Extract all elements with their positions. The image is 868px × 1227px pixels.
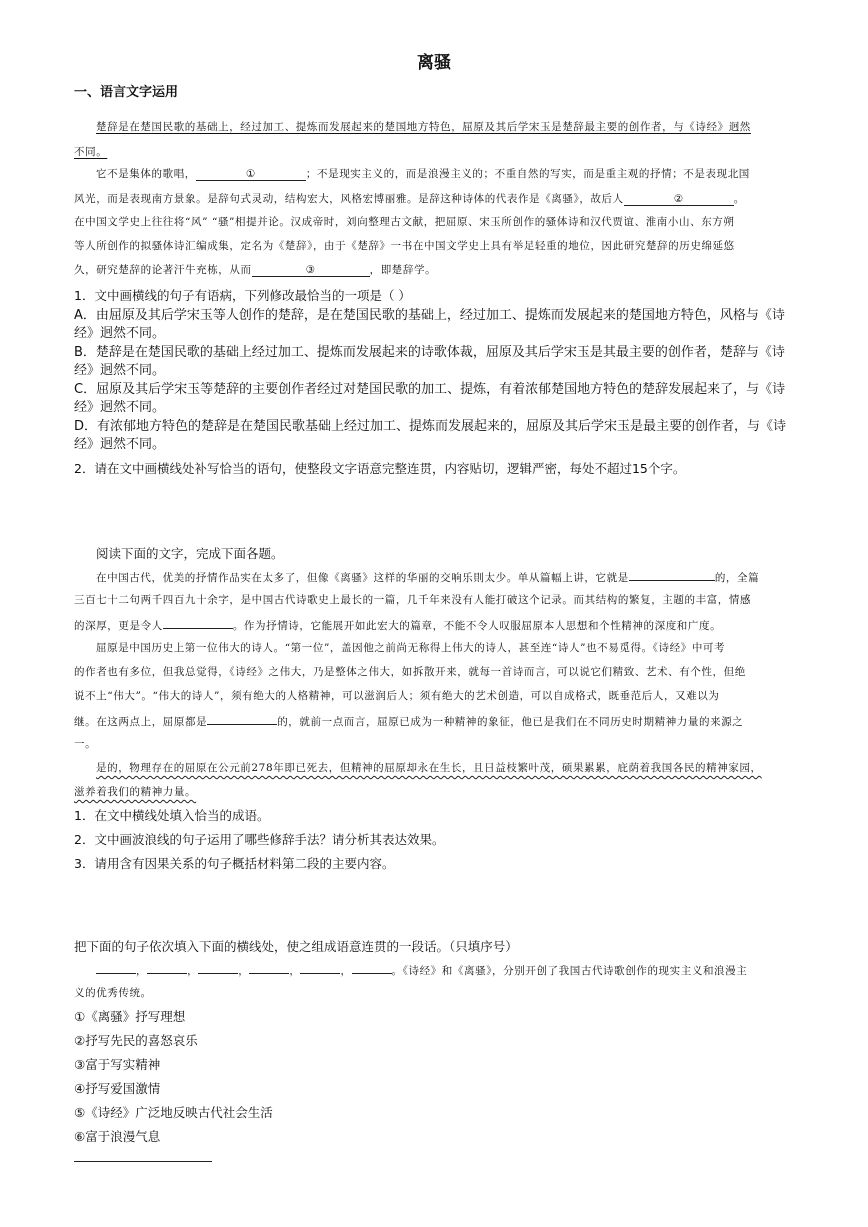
option-b: B．楚辞是在楚国民歌的基础上经过加工、提炼而发展起来的诗歌体裁，屈原及其后学宋玉是其最主要的创作者，楚辞与《诗经》迥然不同。 xyxy=(74,345,785,378)
text: 在中国古代，优美的抒情作品实在太多了，但像《离骚》这样的华丽的交响乐則太少。单从篇幅上讲，它就是 xyxy=(96,572,629,584)
text: 的，就前一点而言，屈原已成为一种精神的象征，他已是我们在不同历史时期精神力量的来源之 xyxy=(277,716,744,728)
passage2-line: 三百七十二句两千四百九十余字，是中国古代诗歌史上最长的一篇，几千年来没有人能打破这个记录。而其结构的繁复，主题的丰富，情感 xyxy=(74,594,752,606)
blank-idiom-3 xyxy=(207,712,277,725)
comma: ， xyxy=(340,965,352,977)
option-d: D．有浓郁地方特色的楚辞是在楚国民歌基础上经过加工、提炼而发展起来的，屈原及其后学宋玉是最主要的创作者，与《诗经》迥然不同。 xyxy=(74,419,787,452)
text: 继。在这两点上，屈原都是 xyxy=(74,716,208,728)
wavy-underlined-sentence-end: 滋养着我们的精神力量。 xyxy=(74,786,197,798)
passage1-line xyxy=(74,191,745,206)
blank-2: ② xyxy=(624,193,734,206)
question-4-stem: 把下面的句子依次填入下面的横线处，使之组成语意连贯的一段话。（只填序号） xyxy=(74,939,518,954)
passage2-line: 屈原是中国历史上第一位伟大的诗人。“第一位”，盖因他之前尚无称得上伟大的诗人，甚至连“诗人”也不易觅得。《诗经》中可考 xyxy=(96,642,726,654)
blank-order-6 xyxy=(352,961,392,974)
question-3-3: 3．请用含有因果关系的句子概括材料第二段的主要内容。 xyxy=(74,856,395,871)
sentence-option-3: ③富于写实精神 xyxy=(74,1057,161,1072)
footnote-divider xyxy=(74,1161,212,1162)
passage2-line xyxy=(74,616,721,633)
sentence-option-2: ②抒写先民的喜怒哀乐 xyxy=(74,1033,198,1048)
text: 。《诗经》和《离骚》，分别开创了我国古代诗歌创作的现实主义和浪漫主 xyxy=(391,965,748,977)
sentence-option-6: ⑥富于浪漫气息 xyxy=(74,1129,161,1144)
text: 。作为抒情诗，它能展开如此宏大的篇章，不能不令人叹服屈原本人思想和个性精神的深度和广度。 xyxy=(232,620,722,632)
page-title: 离骚 xyxy=(417,53,451,73)
blank-order-1 xyxy=(96,961,136,974)
underlined-sentence: 楚辞是在楚国民歌的基础上，经过加工、提炼而发展起来的楚国地方特色，屈原及其后学宋玉是楚辞最主要的创作者，与《诗经》迥然 xyxy=(96,121,751,133)
option-a: A．由屈原及其后学宋玉等人创作的楚辞，是在楚国民歌的基础上，经过加工、提炼而发展起来的楚国地方特色，风格与《诗经》迥然不同。 xyxy=(74,308,785,341)
passage2-line: 一。 xyxy=(74,738,97,750)
comma: ， xyxy=(136,965,148,977)
comma: ， xyxy=(238,965,250,977)
reading-intro: 阅读下面的文字，完成下面各题。 xyxy=(96,546,284,561)
question-3-1: 1．在文中横线处填入恰当的成语。 xyxy=(74,808,270,823)
wavy-underlined-sentence: 是的，物理存在的屈原在公元前278年即已死去，但精神的屈原却永在生长，且日益枝繁叶茂，硕果累累，庇荫着我国各民的精神家园， xyxy=(96,762,762,774)
text: 。 xyxy=(733,193,745,205)
blank-order-2 xyxy=(147,961,187,974)
sentence-order-blanks xyxy=(96,961,747,978)
blank-order-4 xyxy=(249,961,289,974)
blank-1: ① xyxy=(196,168,306,181)
text: 它不是集体的歌唱， xyxy=(96,168,196,180)
blank-order-5 xyxy=(300,961,340,974)
sentence-option-5: ⑤《诗经》广泛地反映古代社会生活 xyxy=(74,1105,273,1120)
blank-idiom-2 xyxy=(163,616,233,629)
text: 的，全篇 xyxy=(714,572,760,584)
passage1-line xyxy=(96,166,750,181)
option-c: C．屈原及其后学宋玉等楚辞的主要创作者经过对楚国民歌的加工、提炼，有着浓郁楚国地方特色的楚辞发展起来了，与《诗经》迥然不同。 xyxy=(74,382,786,415)
question-1-stem: 1．文中画横线的句子有语病，下列修改最恰当的一项是（ ） xyxy=(74,288,411,303)
sentence-order-tail: 义的优秀传统。 xyxy=(74,987,152,999)
question-2: 2．请在文中画横线处补写恰当的语句，使整段文字语意完整连贯，内容贴切，逻辑严密，每处不超过15个字。 xyxy=(74,461,686,476)
blank-idiom-1 xyxy=(629,568,715,581)
passage2-line: 的作者也有多位，但我总觉得，《诗经》之伟大，乃是整体之伟大，如拆散开来，就每一首诗而言，可以说它们精致、艺术、有个性，但绝 xyxy=(74,666,746,678)
blank-3: ③ xyxy=(252,264,370,277)
passage2-line: 说不上“伟大”。“伟大的诗人”，须有绝大的人格精神，可以滋润后人；须有绝大的艺术创造，可以自成格式，既垂范后人，又难以为 xyxy=(74,690,720,702)
sentence-option-1: ①《离骚》抒写理想 xyxy=(74,1009,186,1024)
passage1-line: 在中国文学史上往往将“风” “骚”相提并论。汉成帝时，刘向整理古文献，把屈原、宋玉所创作的骚体诗和汉代贾谊、淮南小山、东方朔 xyxy=(74,216,735,228)
text: ，即楚辞学。 xyxy=(369,264,437,276)
comma: ， xyxy=(289,965,301,977)
section-heading: 一、语言文字运用 xyxy=(74,85,179,100)
passage2-line xyxy=(74,712,743,729)
text: ；不是现实主义的，而是浪漫主义的；不重自然的写实，而是重主观的抒情；不是表现北国 xyxy=(305,168,750,180)
passage1-line: 等人所创作的拟骚体诗汇编成集，定名为《楚辞》，由于《楚辞》一书在中国文学史上具有举足轻重的地位，因此研究楚辞的历史绵延悠 xyxy=(74,240,735,252)
blank-order-3 xyxy=(198,961,238,974)
sentence-option-4: ④抒写爱国激情 xyxy=(74,1081,161,1096)
passage1-line xyxy=(74,262,436,277)
passage2-line xyxy=(96,568,759,585)
underlined-sentence-end: 不同。 xyxy=(74,146,108,158)
text: 久，研究楚辞的论著汗牛充栋，从而 xyxy=(74,264,252,276)
text: 风光，而是表现南方景象。是辞句式灵动，结构宏大，风格宏博丽雅。是辞这种诗体的代表作是《离骚》，故后人 xyxy=(74,193,624,205)
comma: ， xyxy=(187,965,199,977)
text: 的深厚，更是令人 xyxy=(74,620,163,632)
question-3-2: 2．文中画波浪线的句子运用了哪些修辞手法？请分析其表达效果。 xyxy=(74,832,445,847)
